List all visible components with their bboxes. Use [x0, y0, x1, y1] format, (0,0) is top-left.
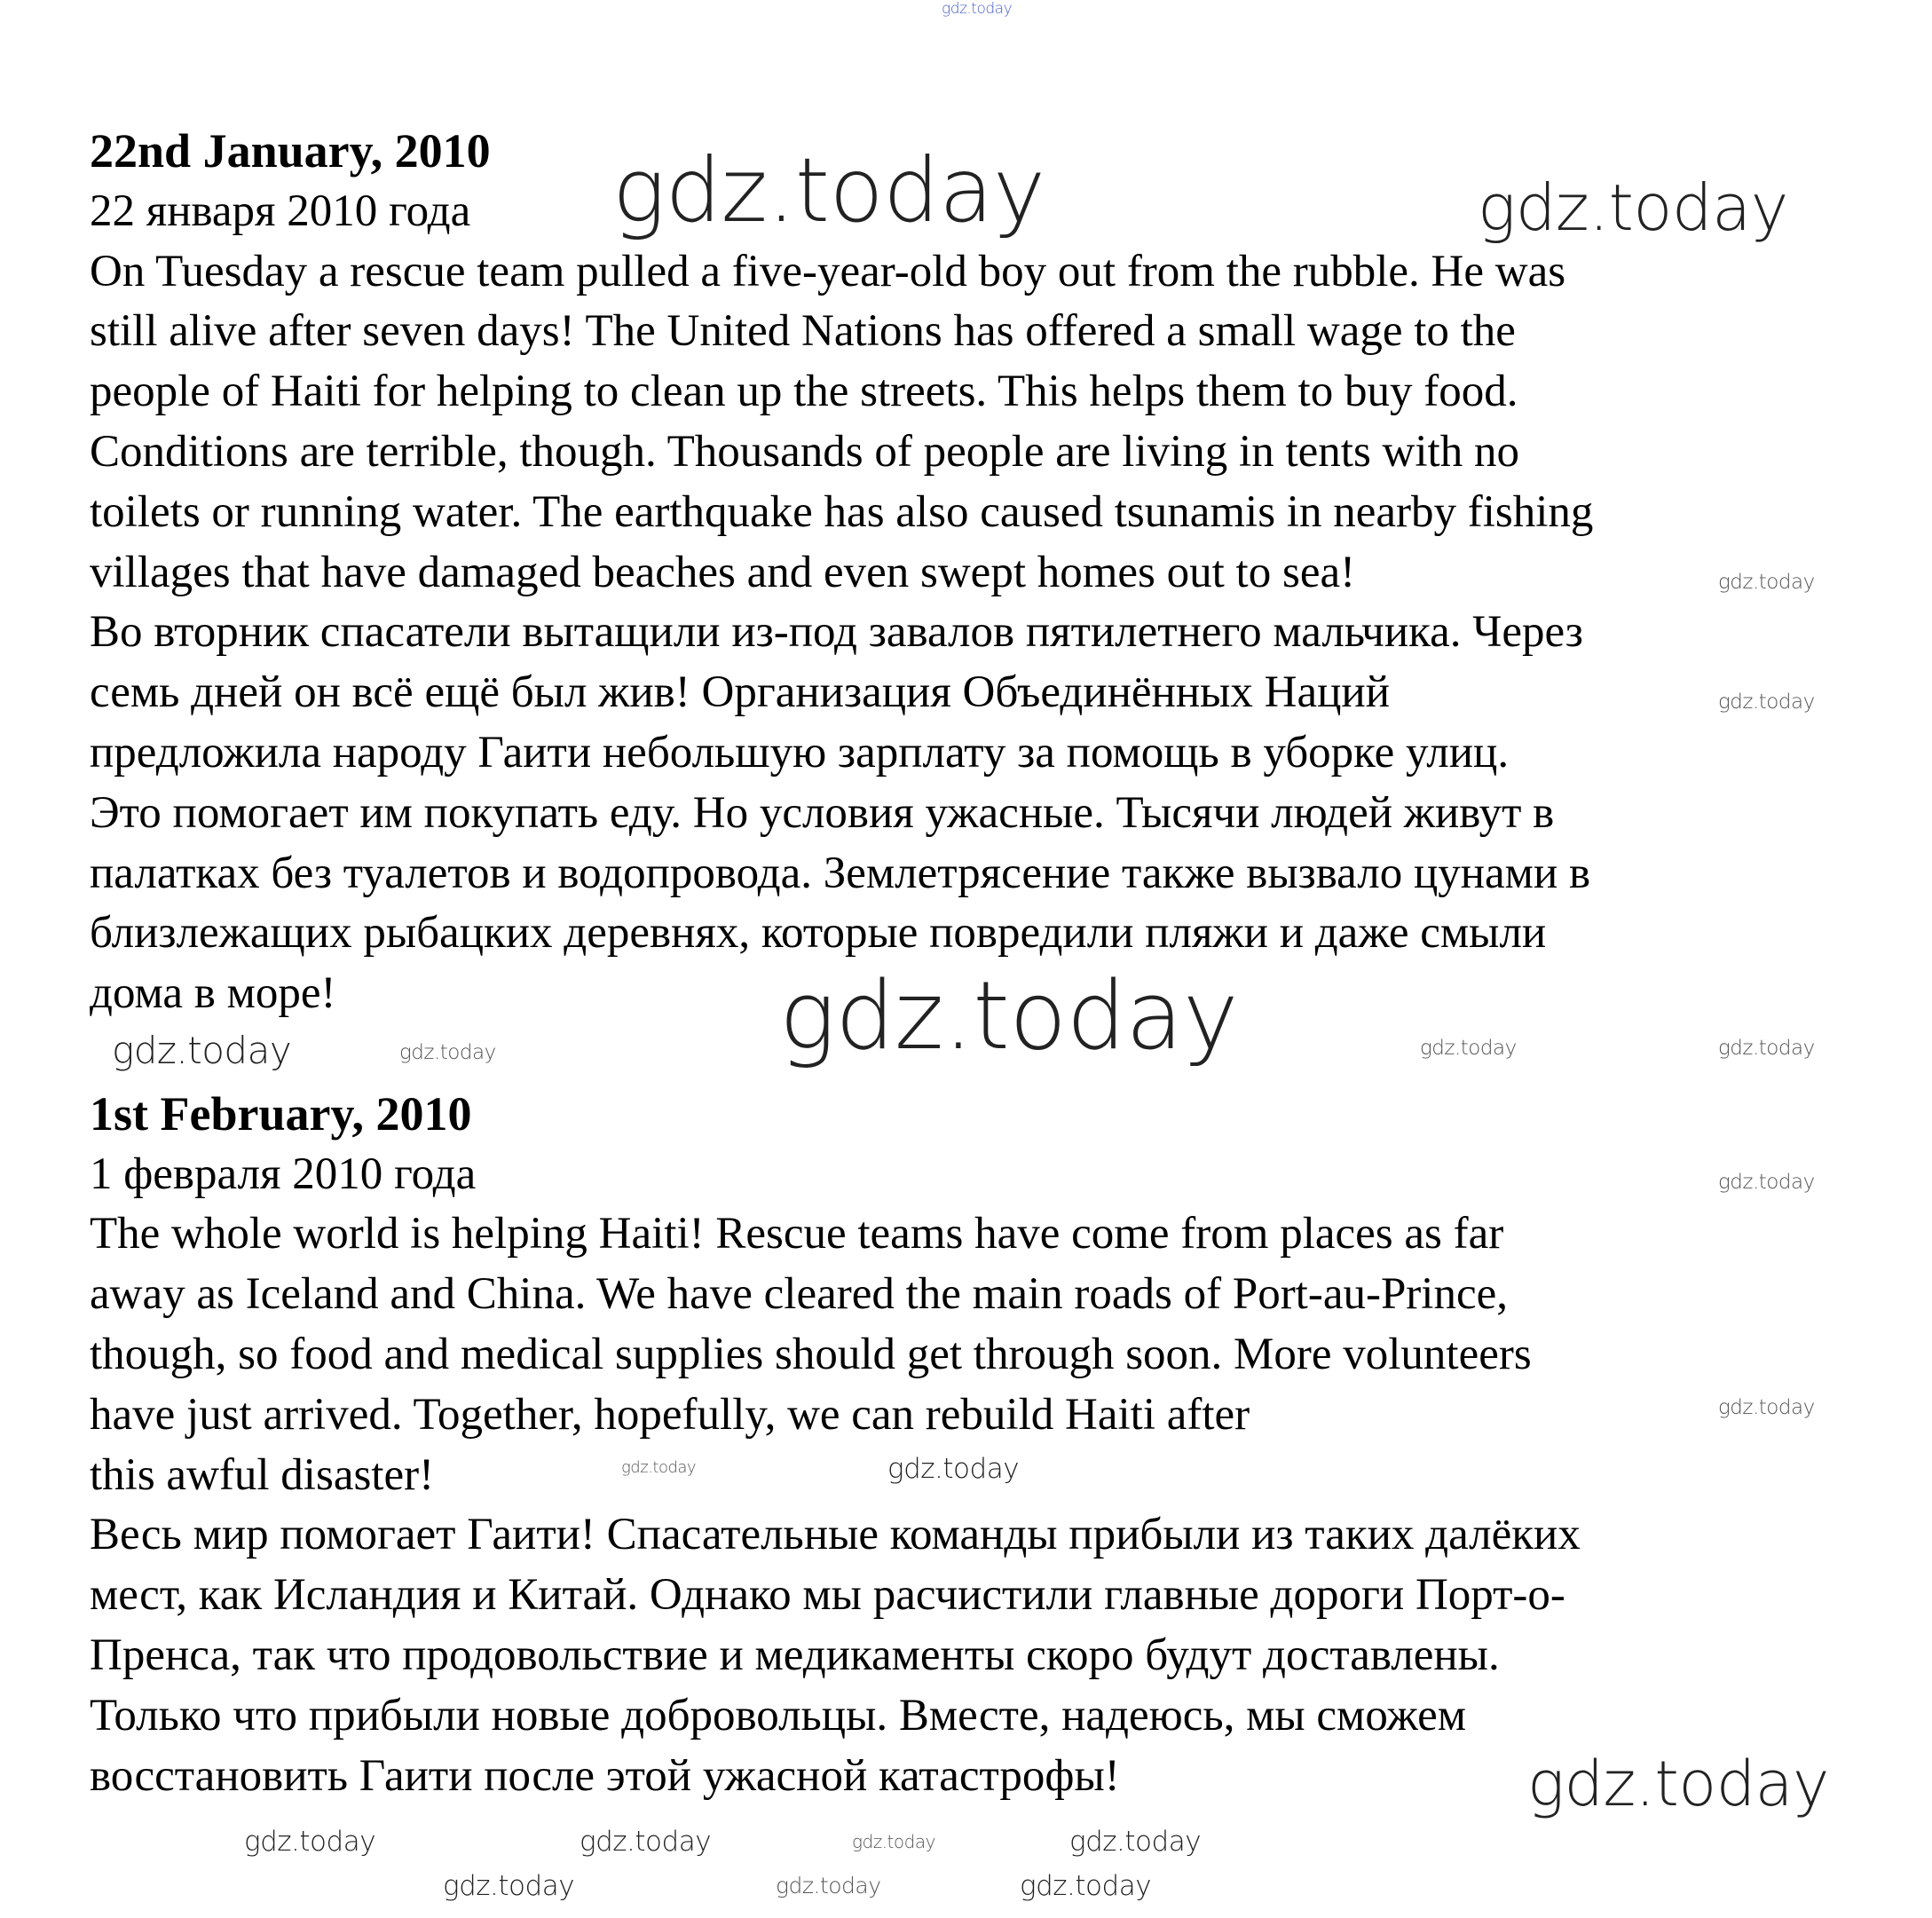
english-text-line: still alive after seven days! The United Nations has offered a small wage to the — [90, 306, 1516, 357]
russian-text-line: Весь мир помогает Гаити! Спасательные команды прибыли из таких далёких — [90, 1510, 1581, 1560]
watermark: gdz.today — [244, 1826, 376, 1858]
watermark: gdz.today — [1718, 1037, 1815, 1060]
watermark: gdz.today — [1020, 1870, 1152, 1902]
entry-date-translation: 1 февраля 2010 года — [90, 1148, 477, 1199]
watermark: gdz.today — [1420, 1037, 1517, 1060]
watermark: gdz.today — [621, 1458, 697, 1477]
watermark: gdz.today — [443, 1870, 575, 1902]
watermark: gdz.today — [887, 1453, 1020, 1485]
watermark: gdz.today — [776, 1873, 881, 1898]
english-text-line: though, so food and medical supplies should get through soon. More volunteers — [90, 1329, 1532, 1379]
english-text-line: Conditions are terrible, though. Thousands of people are living in tents with no — [90, 426, 1519, 477]
watermark: gdz.today — [1718, 1171, 1815, 1194]
watermark: gdz.today — [1478, 170, 1788, 245]
russian-text-line: Во вторник спасатели вытащили из-под завалов пятилетнего мальчика. Через — [90, 607, 1583, 658]
watermark: gdz.today — [1718, 1396, 1815, 1419]
watermark: gdz.today — [1718, 571, 1815, 594]
russian-text-line: Только что прибыли новые добровольцы. Вместе, надеюсь, мы сможем — [90, 1690, 1467, 1740]
russian-text-line: предложила народу Гаити небольшую зарплату за помощь в уборке улиц. — [90, 727, 1510, 777]
russian-text-line: Это помогает им покупать еду. Но условия ужасные. Тысячи людей живут в — [90, 787, 1555, 838]
entry-date-translation: 22 января 2010 года — [90, 185, 471, 236]
entry-date-heading: 1st February, 2010 — [90, 1086, 472, 1141]
watermark: gdz.today — [399, 1041, 496, 1064]
watermark: gdz.today — [1069, 1826, 1202, 1858]
english-text-line: On Tuesday a rescue team pulled a five-year-old boy out from the rubble. He was — [90, 246, 1566, 296]
english-text-line: people of Haiti for helping to clean up the streets. This helps them to buy food. — [90, 367, 1518, 417]
watermark: gdz.today — [112, 1029, 292, 1072]
russian-text-line: палатках без туалетов и водопровода. Землетрясение также вызвало цунами в — [90, 848, 1591, 898]
watermark: gdz.today — [942, 0, 1013, 18]
entry-date-heading: 22nd January, 2010 — [90, 124, 491, 178]
english-text-line: this awful disaster! — [90, 1449, 435, 1500]
russian-text-line: дома в море! — [90, 968, 336, 1019]
watermark: gdz.today — [612, 138, 1045, 242]
english-text-line: villages that have damaged beaches and even swept homes out to sea! — [90, 547, 1356, 597]
english-text-line: toilets or running water. The earthquake has also caused tsunamis in nearby fishing — [90, 486, 1594, 537]
watermark: gdz.today — [580, 1826, 712, 1858]
english-text-line: The whole world is helping Haiti! Rescue teams have come from places as far — [90, 1209, 1504, 1259]
watermark: gdz.today — [1718, 691, 1815, 714]
russian-text-line: семь дней он всё ещё был жив! Организация Объединённых Наций — [90, 667, 1391, 718]
russian-text-line: восстановить Гаити после этой ужасной катастрофы! — [90, 1750, 1120, 1801]
watermark: gdz.today — [779, 961, 1239, 1070]
russian-text-line: близлежащих рыбацких деревнях, которые повредили пляжи и даже смыли — [90, 908, 1547, 959]
watermark: gdz.today — [852, 1831, 935, 1852]
russian-text-line: Пренса, так что продовольствие и медикаменты скоро будут доставлены. — [90, 1630, 1500, 1680]
english-text-line: have just arrived. Together, hopefully, we can rebuild Haiti after — [90, 1389, 1250, 1440]
russian-text-line: мест, как Исландия и Китай. Однако мы расчистили главные дороги Порт-о- — [90, 1570, 1565, 1621]
watermark: gdz.today — [1527, 1748, 1829, 1820]
english-text-line: away as Iceland and China. We have cleared the main roads of Port-au-Prince, — [90, 1269, 1508, 1320]
